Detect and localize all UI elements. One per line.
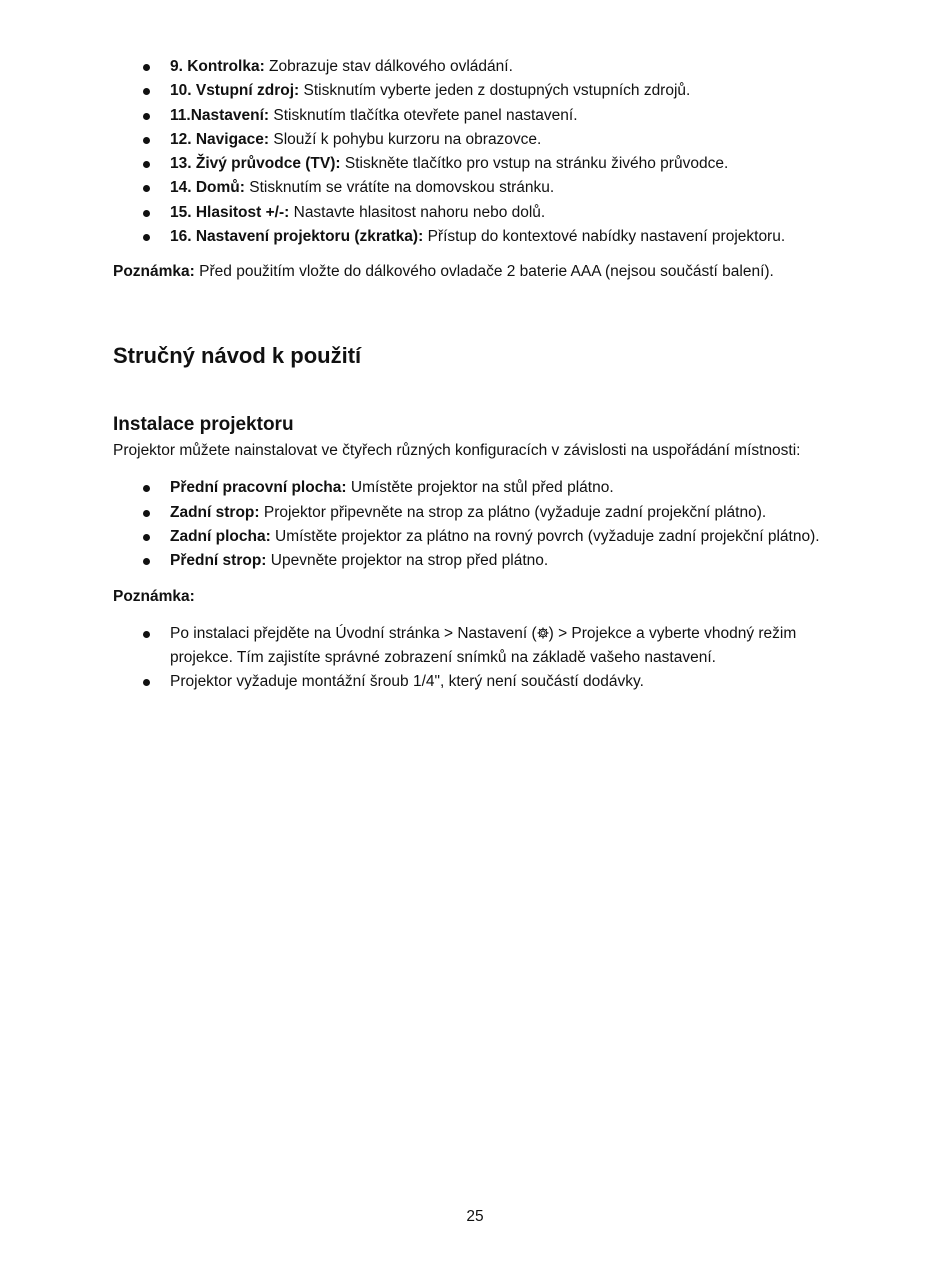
item-term: Přední strop: bbox=[170, 552, 267, 570]
item-desc: Stiskněte tlačítko pro vstup na stránku živého průvodce. bbox=[340, 155, 729, 173]
item-term: 15. Hlasitost +/-: bbox=[170, 203, 290, 221]
item-desc: Stisknutím se vrátíte na domovskou stránku. bbox=[244, 179, 555, 197]
item-term: Zadní plocha: bbox=[170, 527, 271, 545]
gear-icon bbox=[537, 622, 549, 646]
list-item bbox=[113, 670, 853, 694]
item-desc: Slouží k pohybu kurzoru na obrazovce. bbox=[269, 130, 542, 148]
item-desc: Nastavte hlasitost nahoru nebo dolů. bbox=[289, 203, 546, 221]
list-item bbox=[113, 128, 853, 152]
item-term: 16. Nastavení projektoru (zkratka): bbox=[170, 228, 424, 246]
list-item bbox=[113, 622, 853, 671]
item-desc: Zobrazuje stav dálkového ovládání. bbox=[264, 58, 513, 75]
item-term: 10. Vstupní zdroj: bbox=[170, 82, 300, 100]
list-item bbox=[113, 176, 853, 200]
page-number: 25 bbox=[466, 1208, 484, 1225]
item-desc: Umístěte projektor na stůl před plátno. bbox=[346, 479, 614, 497]
item-term: 11.Nastavení: bbox=[170, 106, 270, 124]
item-term: Zadní strop: bbox=[170, 503, 260, 521]
list-item bbox=[113, 201, 853, 225]
item-term: 9. Kontrolka: bbox=[170, 58, 265, 75]
item-desc: Stisknutím tlačítka otevřete panel nastavení. bbox=[269, 106, 578, 124]
list-item bbox=[113, 152, 853, 176]
list-item bbox=[113, 476, 853, 500]
item-term: 13. Živý průvodce (TV): bbox=[170, 155, 341, 173]
install-config-list bbox=[113, 476, 853, 573]
list-item bbox=[113, 501, 853, 525]
note-text-after: ) > Projekce a vyberte vhodný režim projekce. Tím zajistíte správné zobrazení snímků na základě vašeho nastavení. bbox=[170, 624, 797, 666]
list-item bbox=[113, 55, 853, 79]
battery-note bbox=[113, 260, 853, 284]
list-item bbox=[113, 549, 853, 573]
item-term: 14. Domů: bbox=[170, 179, 245, 197]
note-label: Poznámka: bbox=[113, 263, 195, 281]
item-desc: Upevněte projektor na strop před plátno. bbox=[266, 552, 549, 570]
item-term: Přední pracovní plocha: bbox=[170, 479, 347, 497]
item-desc: Umístěte projektor za plátno na rovný povrch (vyžaduje zadní projekční plátno). bbox=[270, 527, 820, 545]
install-intro: Projektor můžete nainstalovat ve čtyřech různých konfiguracích v závislosti na uspořádání místnosti: bbox=[113, 442, 801, 460]
item-term: 12. Navigace: bbox=[170, 130, 270, 148]
item-desc: Přístup do kontextové nabídky nastavení projektoru. bbox=[423, 228, 786, 246]
note-heading: Poznámka: bbox=[113, 587, 195, 605]
list-item bbox=[113, 225, 853, 249]
note-text-before: Po instalaci přejděte na Úvodní stránka > Nastavení ( bbox=[170, 624, 537, 642]
list-item bbox=[113, 79, 853, 103]
section-title: Stručný návod k použití bbox=[113, 343, 362, 369]
item-desc: Stisknutím vyberte jeden z dostupných vstupních zdrojů. bbox=[299, 82, 691, 100]
document-page bbox=[113, 55, 853, 694]
list-item bbox=[113, 525, 853, 549]
install-title: Instalace projektoru bbox=[113, 414, 294, 436]
note-text: Projektor vyžaduje montážní šroub 1/4", který není součástí dodávky. bbox=[170, 673, 644, 691]
item-desc: Projektor připevněte na strop za plátno (vyžaduje zadní projekční plátno). bbox=[259, 503, 767, 521]
remote-buttons-list bbox=[113, 55, 853, 249]
note-text: Před použitím vložte do dálkového ovladače 2 baterie AAA (nejsou součástí balení). bbox=[194, 263, 774, 281]
list-item bbox=[113, 104, 853, 128]
install-notes-list bbox=[113, 622, 853, 695]
